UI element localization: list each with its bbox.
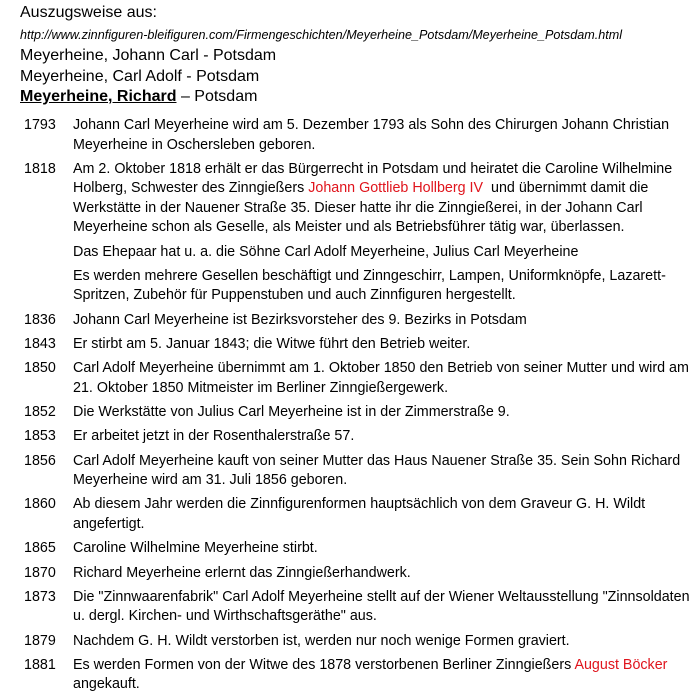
timeline-year: 1843 [24,335,56,352]
timeline-row [24,495,696,534]
timeline-row [24,160,696,306]
name-line-johann-carl: Meyerheine, Johann Carl - Potsdam [20,47,277,64]
source-intro: Auszugsweise aus: [20,4,157,21]
timeline-paragraph: Carl Adolf Meyerheine übernimmt am 1. Oktober 1850 den Betrieb von seiner Mutter und wird am 21. Oktober 1850 Mitmeister im Berliner Zinngießergewerk. [73,360,689,396]
person-link-hollberg[interactable]: Johann Gottlieb Hollberg IV [308,180,484,197]
timeline-row [24,403,696,423]
timeline-text [73,632,696,652]
paragraph-text: angekauft. [73,676,140,693]
timeline-paragraph: Johann Carl Meyerheine ist Bezirksvorsteher des 9. Bezirks in Potsdam [73,311,527,328]
timeline-year: 1818 [24,160,56,177]
timeline-paragraph: Carl Adolf Meyerheine kauft von seiner Mutter das Haus Nauener Straße 35. Sein Sohn Richard Meyerheine wird am 31. Juli 1856 geboren. [73,452,681,489]
timeline-year: 1793 [24,117,56,133]
timeline-paragraph [73,160,696,238]
timeline-text [73,452,696,491]
timeline-row [24,539,696,559]
timeline-paragraph: Er stirbt am 5. Januar 1843; die Witwe führt den Betrieb weiter. [73,335,471,352]
timeline-year: 1870 [24,564,56,581]
timeline-text [73,116,696,155]
timeline-year: 1873 [24,588,56,605]
timeline-row [24,588,696,627]
source-url[interactable]: http://www.zinnfiguren-bleifiguren.com/Firmengeschichten/Meyerheine_Potsdam/Meyerheine_Potsdam.html [20,28,622,42]
timeline-text [73,427,696,447]
timeline-text [73,495,696,534]
timeline-text [73,311,696,331]
person-link-boecker[interactable]: August Böcker [574,656,668,673]
timeline-year: 1836 [24,311,56,328]
paragraph-text: und übernimmt damit die Werkstätte in der Nauener Straße 35. Dieser hatte ihr die Zinngießerei, in der Johann Carl Meyerheine schon als Geselle, als Meister und als Betriebsführer tätig war, überlassen. [73,180,653,236]
timeline-row [24,632,696,652]
timeline-text [73,359,696,398]
timeline-paragraph: Die Werkstätte von Julius Carl Meyerheine ist in der Zimmerstraße 9. [73,404,510,421]
document-header [20,3,695,108]
timeline-paragraph: Johann Carl Meyerheine wird am 5. Dezember 1793 als Sohn des Chirurgen Johann Christian Meyerheine in Oschersleben geboren. [73,117,670,153]
timeline-year: 1852 [24,404,56,421]
timeline-paragraph: Die "Zinnwaarenfabrik" Carl Adolf Meyerheine stellt auf der Wiener Weltausstellung "Zinnsoldaten u. dergl. Kirchen- und Wirthschaftsgeräthe" aus. [73,588,690,625]
timeline-paragraph: Er arbeitet jetzt in der Rosenthalerstraße 57. [73,428,355,445]
timeline-row [24,311,696,331]
timeline-row [24,335,696,355]
timeline-text [73,564,696,584]
timeline-paragraph: Richard Meyerheine erlernt das Zinngießerhandwerk. [73,564,411,581]
name-line-richard [20,87,695,108]
timeline-paragraph: Nachdem G. H. Wildt verstorben ist, werden nur noch wenige Formen graviert. [73,632,570,649]
timeline-year: 1850 [24,360,56,377]
timeline-year: 1860 [24,496,56,513]
name-richard-highlight: Meyerheine, Richard [20,88,177,105]
timeline-text [73,335,696,355]
timeline [24,116,696,700]
name-richard-location: – Potsdam [176,88,258,105]
timeline-text [73,403,696,423]
timeline-row [24,427,696,447]
timeline-text [73,588,696,627]
timeline-row [24,452,696,491]
timeline-paragraph: Das Ehepaar hat u. a. die Söhne Carl Adolf Meyerheine, Julius Carl Meyerheine [73,243,579,260]
timeline-text [73,160,696,306]
timeline-year: 1856 [24,452,56,469]
paragraph-text: Es werden Formen von der Witwe des 1878 verstorbenen Berliner Zinngießers [73,656,575,673]
timeline-row [24,564,696,584]
timeline-row [24,116,696,155]
timeline-year: 1879 [24,632,56,649]
timeline-year: 1853 [24,428,56,445]
timeline-paragraph: Es werden mehrere Gesellen beschäftigt und Zinngeschirr, Lampen, Uniformknöpfe, Lazarett-Spritzen, Zubehör für Puppenstuben und auch Zinnfiguren hergestellt. [73,267,666,304]
timeline-paragraph: Ab diesem Jahr werden die Zinnfigurenformen hauptsächlich von dem Graveur G. H. Wildt angefertigt. [73,496,646,532]
paragraph-text: Am 2. Oktober 1818 erhält er das Bürgerrecht in Potsdam und heiratet die Caroline Wilhelmine Holberg, Schwester des Zinngießers [73,160,673,197]
name-line-carl-adolf: Meyerheine, Carl Adolf - Potsdam [20,67,260,85]
timeline-year: 1865 [24,540,56,557]
timeline-year: 1881 [24,656,56,673]
timeline-row [24,359,696,398]
timeline-paragraph: Caroline Wilhelmine Meyerheine stirbt. [73,540,318,557]
timeline-text [73,539,696,559]
